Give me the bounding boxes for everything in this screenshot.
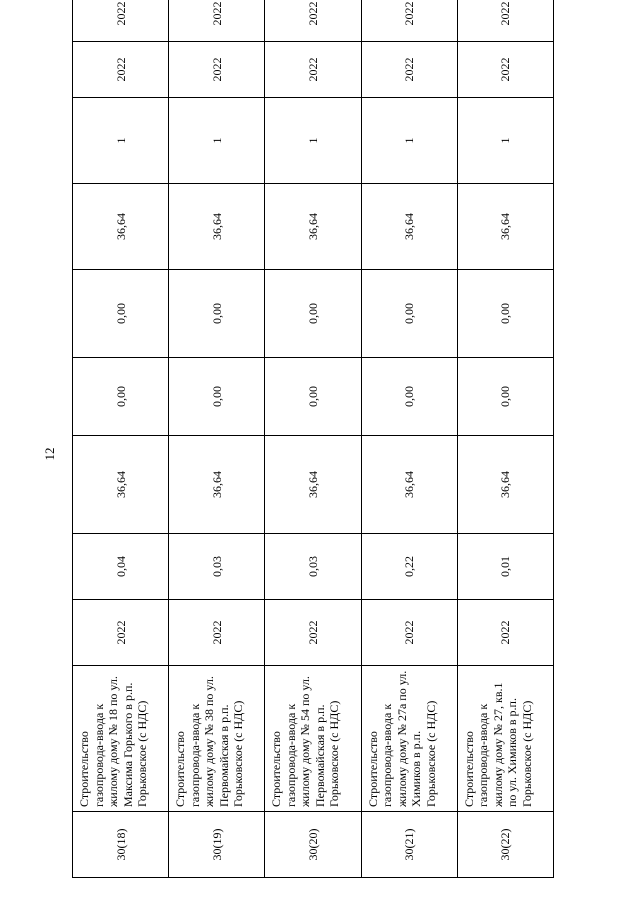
year-cell: 2022 <box>361 600 457 666</box>
year-end-cell: 2022 <box>169 0 265 42</box>
value-cell: 0,00 <box>361 358 457 436</box>
table-row <box>361 0 457 878</box>
year-cell: 2022 <box>169 600 265 666</box>
count-cell: 1 <box>73 98 169 184</box>
year-end-cell: 2022 <box>73 0 169 42</box>
count-cell: 1 <box>169 98 265 184</box>
row-id: 30(20) <box>265 812 361 878</box>
year-cell: 2022 <box>265 600 361 666</box>
count-cell: 1 <box>265 98 361 184</box>
value-cell: 36,64 <box>265 436 361 534</box>
year-start-cell: 2022 <box>73 42 169 98</box>
value-cell: 0,00 <box>169 270 265 358</box>
row-id: 30(22) <box>457 812 553 878</box>
project-name: Строительство газопровода-ввода к жилому дому № 27а по ул. Химиков в р.п. Горьковское (с НДС) <box>361 666 457 812</box>
value-cell: 0,03 <box>265 534 361 600</box>
value-cell: 0,00 <box>265 270 361 358</box>
value-cell: 0,04 <box>73 534 169 600</box>
value-cell: 0,00 <box>457 270 553 358</box>
value-cell: 36,64 <box>169 436 265 534</box>
table-row <box>73 0 169 878</box>
value-cell: 0,00 <box>265 358 361 436</box>
rotated-table-wrapper <box>72 1 554 878</box>
value-cell: 36,64 <box>73 436 169 534</box>
table-row <box>169 0 265 878</box>
value-cell: 36,64 <box>457 436 553 534</box>
value-cell: 0,00 <box>169 358 265 436</box>
row-id: 30(21) <box>361 812 457 878</box>
value-cell: 0,00 <box>361 270 457 358</box>
value-cell: 0,00 <box>73 358 169 436</box>
year-start-cell: 2022 <box>361 42 457 98</box>
value-cell: 36,64 <box>169 184 265 270</box>
value-cell: 0,01 <box>457 534 553 600</box>
row-id: 30(18) <box>73 812 169 878</box>
value-cell: 0,00 <box>457 358 553 436</box>
year-end-cell: 2022 <box>457 0 553 42</box>
value-cell: 36,64 <box>361 436 457 534</box>
table-row <box>457 0 553 878</box>
year-end-cell: 2022 <box>361 0 457 42</box>
count-cell: 1 <box>361 98 457 184</box>
project-name: Строительство газопровода-ввода к жилому дому № 18 по ул. Максима Горького в р.п. Горьковское (с НДС) <box>73 666 169 812</box>
project-name: Строительство газопровода-ввода к жилому дому № 38 по ул. Первомайская в р.п. Горьковское (с НДС) <box>169 666 265 812</box>
year-end-cell: 2022 <box>265 0 361 42</box>
year-cell: 2022 <box>457 600 553 666</box>
value-cell: 0,00 <box>73 270 169 358</box>
year-cell: 2022 <box>73 600 169 666</box>
count-cell: 1 <box>457 98 553 184</box>
page-number: 12 <box>42 447 57 461</box>
project-table <box>72 0 554 878</box>
row-id: 30(19) <box>169 812 265 878</box>
value-cell: 0,22 <box>361 534 457 600</box>
value-cell: 36,64 <box>73 184 169 270</box>
year-start-cell: 2022 <box>169 42 265 98</box>
value-cell: 0,03 <box>169 534 265 600</box>
year-start-cell: 2022 <box>265 42 361 98</box>
project-name: Строительство газопровода-ввода к жилому дому № 54 по ул. Первомайская в р.п. Горьковское (с НДС) <box>265 666 361 812</box>
value-cell: 36,64 <box>361 184 457 270</box>
year-start-cell: 2022 <box>457 42 553 98</box>
value-cell: 36,64 <box>457 184 553 270</box>
table-row <box>265 0 361 878</box>
project-name: Строительство газопровода-ввода к жилому дому № 27, кв.1 по ул. Химиков в р.п. Горьковское (с НДС) <box>457 666 553 812</box>
value-cell: 36,64 <box>265 184 361 270</box>
